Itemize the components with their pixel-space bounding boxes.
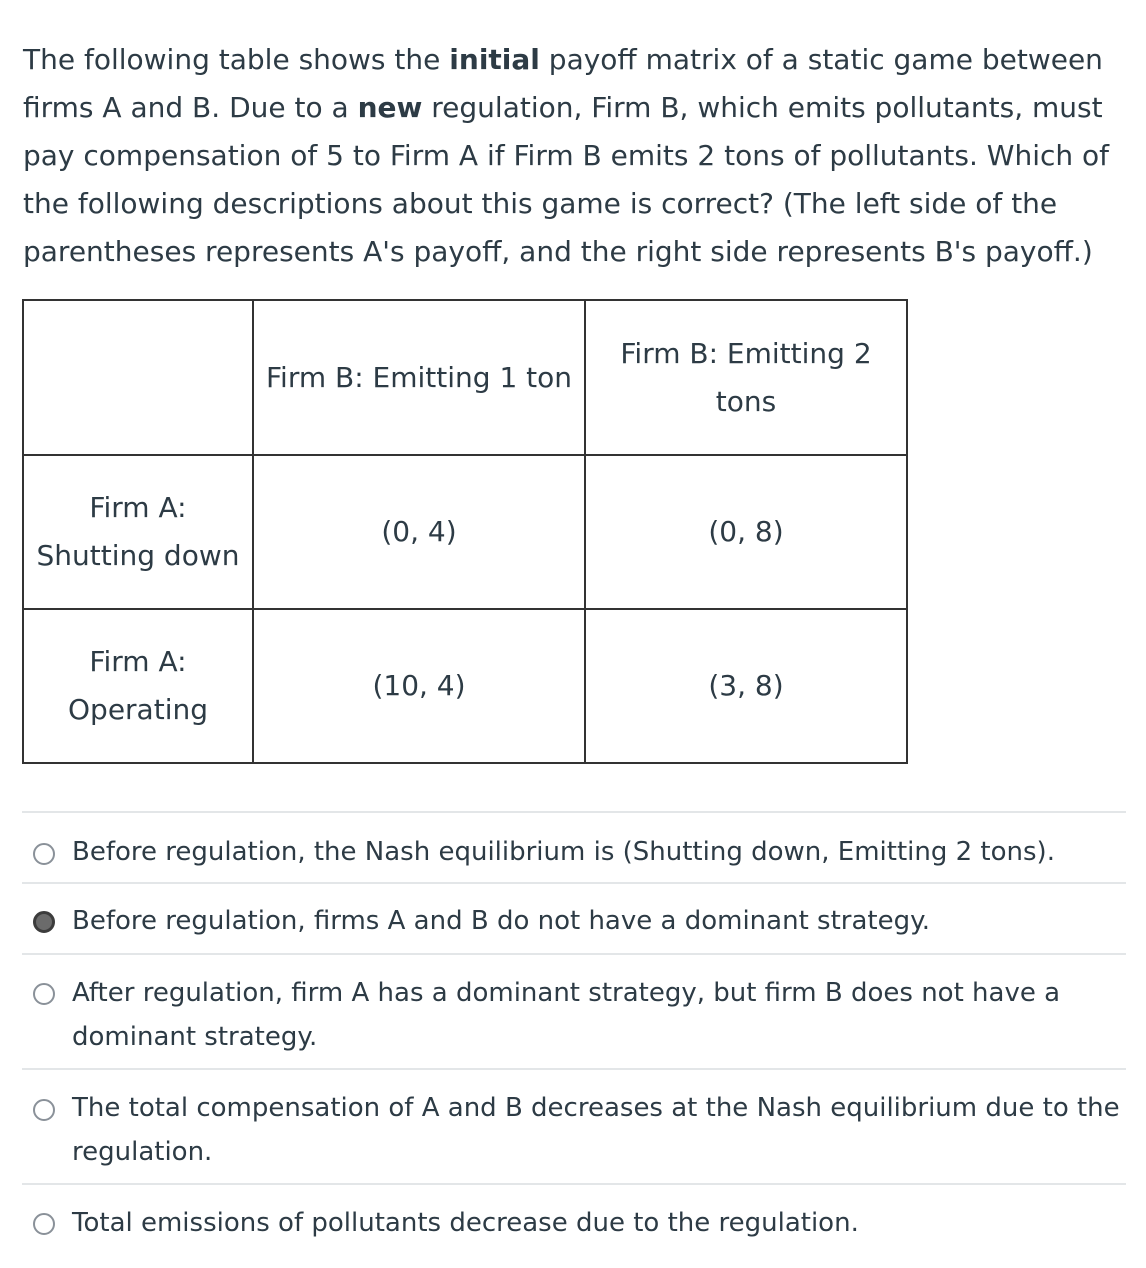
answer-option-2[interactable] <box>22 882 1126 953</box>
radio-button-selected-icon[interactable] <box>33 911 55 933</box>
payoff-cell: (3, 8) <box>585 609 907 763</box>
radio-button-icon[interactable] <box>33 1099 55 1121</box>
question-part-3: regulation, Firm B, which emits pollutants, must pay compensation of 5 to Firm A if Firm B emits 2 tons of pollutants. Which of the following descriptions about this game is correct? (The left side of the parentheses represents A's payoff, and the right side represents B's payoff.) <box>23 91 1110 268</box>
table-corner-cell <box>23 300 253 455</box>
row-header-shutting-down <box>23 455 253 609</box>
question-text <box>23 36 1128 276</box>
row-header-line1: Firm A: <box>89 491 187 524</box>
row-header-line2: Shutting down <box>36 539 240 572</box>
table-row-operating <box>23 609 907 763</box>
question-part-2: payoff matrix of a static game between firms A and B. Due to a <box>23 43 1103 124</box>
payoff-cell: (0, 4) <box>253 455 585 609</box>
question-bold-initial: initial <box>449 43 540 76</box>
answer-option-label[interactable]: Total emissions of pollutants decrease due to the regulation. <box>72 1208 859 1238</box>
answer-option-label[interactable]: The total compensation of A and B decreases at the Nash equilibrium due to the regulation. <box>72 1093 1120 1167</box>
table-row-shutting-down <box>23 455 907 609</box>
col-header-emitting-1-ton: Firm B: Emitting 1 ton <box>253 300 585 455</box>
col-header-emitting-2-tons: Firm B: Emitting 2 tons <box>585 300 907 455</box>
answer-option-label[interactable]: After regulation, firm A has a dominant strategy, but firm B does not have a dominant strategy. <box>72 978 1061 1052</box>
question-part-1: The following table shows the <box>23 43 450 76</box>
payoff-cell: (0, 8) <box>585 455 907 609</box>
row-header-line2: Operating <box>68 693 208 726</box>
row-header-operating <box>23 609 253 763</box>
question-bold-new: new <box>357 91 423 124</box>
answer-option-5[interactable] <box>22 1183 1126 1255</box>
radio-button-icon[interactable] <box>33 843 55 865</box>
table-header-row <box>23 300 907 455</box>
answer-option-4[interactable] <box>22 1068 1126 1183</box>
answer-options <box>22 811 1126 1255</box>
radio-button-icon[interactable] <box>33 983 55 1005</box>
answer-option-label[interactable]: Before regulation, firms A and B do not have a dominant strategy. <box>72 906 931 936</box>
answer-option-3[interactable] <box>22 953 1126 1068</box>
answer-option-1[interactable] <box>22 811 1126 882</box>
answer-option-label[interactable]: Before regulation, the Nash equilibrium is (Shutting down, Emitting 2 tons). <box>72 837 1055 867</box>
payoff-matrix-table <box>22 299 908 764</box>
payoff-cell: (10, 4) <box>253 609 585 763</box>
row-header-line1: Firm A: <box>89 645 187 678</box>
radio-button-icon[interactable] <box>33 1213 55 1235</box>
